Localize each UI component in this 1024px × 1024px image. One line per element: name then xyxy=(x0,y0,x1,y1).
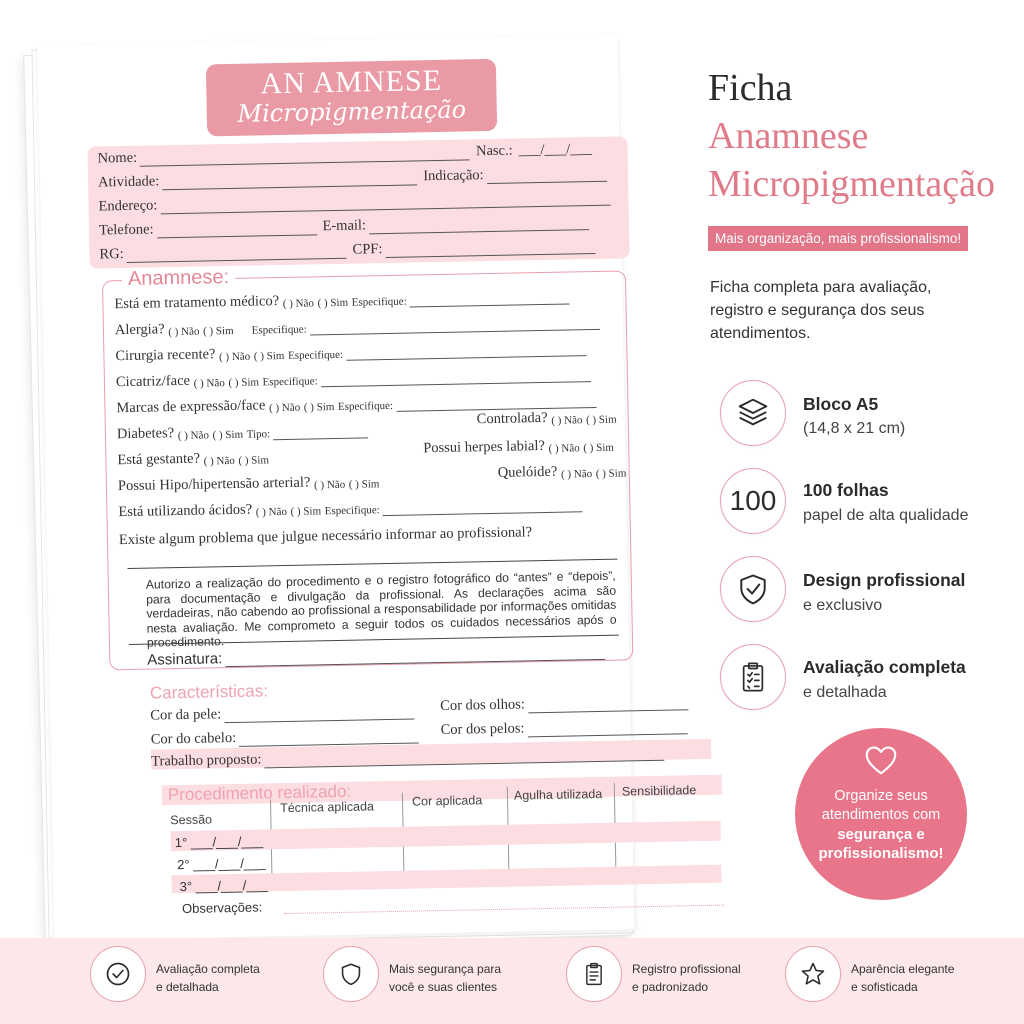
question-problema: Existe algum problema que julgue necessário informar ao profissional? xyxy=(118,524,533,549)
benefit-aparencia: Aparência elegante e sofisticada xyxy=(851,962,955,994)
feature-circle-avaliacao xyxy=(720,644,786,710)
email-label: E-mail: xyxy=(322,217,367,235)
nasc-label: Nasc.: xyxy=(475,142,513,160)
question-cicatriz: Cicatriz/face ( ) Não ( ) Sim Especifique: xyxy=(116,365,591,391)
procedimento-title: Procedimento realizado: xyxy=(167,781,352,805)
header-tecnica: Técnica aplicada xyxy=(280,799,375,816)
question-acidos: Está utilizando ácidos? ( ) Não ( ) Sim Especifique: xyxy=(118,495,583,521)
nasc-blank: ___/___/___ xyxy=(518,141,593,159)
question-controlada: Controlada? ( ) Não ( ) Sim xyxy=(476,409,617,428)
cor-pelos-field: Cor dos pelos: xyxy=(441,717,688,739)
tagline-badge: Mais organização, mais profissionalismo! xyxy=(708,226,968,251)
caracteristicas-title: Características: xyxy=(149,681,269,703)
telefone-label: Telefone: xyxy=(98,221,154,239)
header-sensibilidade: Sensibilidade xyxy=(621,783,697,799)
question-tratamento: Está em tratamento médico? ( ) Não ( ) Sim Especifique: xyxy=(114,287,569,313)
hundred-icon: 100 xyxy=(729,485,777,516)
cor-cabelo-field: Cor do cabelo: xyxy=(151,726,420,748)
observacoes-line xyxy=(284,905,724,914)
session-3: 3° ___/___/___ xyxy=(179,877,269,895)
header-cor: Cor aplicada xyxy=(411,793,483,809)
question-herpes: Possui herpes labial? ( ) Não ( ) Sim xyxy=(423,437,614,457)
feature-title-bloco: Bloco A5 xyxy=(803,394,879,414)
question-diabetes: Diabetes? ( ) Não ( ) Sim Tipo: xyxy=(117,421,368,443)
clipboard-icon xyxy=(736,660,770,694)
feature-sub-design: e exclusivo xyxy=(803,597,883,614)
product-description: Ficha completa para avaliação, registro e segurança dos seus atendimentos. xyxy=(710,279,932,342)
cpf-label: CPF: xyxy=(352,241,383,258)
session-1: 1° ___/___/___ xyxy=(174,833,264,851)
promo-line-1: Organize seus xyxy=(834,788,928,804)
star-icon xyxy=(799,960,827,988)
consent-text: Autorizo a realização do procedimento e o registro fotográfico do “antes” e “depois”, para documentação e divulgação da profissional. As declarações acima são verdadeiras, não cabendo ao profissional a responsabilidade por informações omitidas nesta avaliação. Me comprometo a seguir todos os cuidados necessários após o procedimento. xyxy=(145,568,617,650)
cor-pele-field: Cor da pele: xyxy=(150,703,414,725)
headline-micropigmentacao: Micropigmentação xyxy=(708,163,996,205)
cor-olhos-field: Cor dos olhos: xyxy=(440,693,688,715)
benefit-circle-aparencia xyxy=(785,946,841,1002)
assinatura-label: Assinatura: xyxy=(147,650,223,669)
clipboard-icon xyxy=(581,960,607,988)
shield-icon xyxy=(338,960,364,988)
question-gestante: Está gestante? ( ) Não ( ) Sim xyxy=(117,450,270,469)
question-alergia: Alergia? ( ) Não ( ) Sim Especifique: xyxy=(115,313,600,339)
heart-icon xyxy=(863,744,899,776)
shield-check-icon xyxy=(735,571,771,607)
benefit-circle-seguranca xyxy=(323,946,379,1002)
feature-sub-folhas: papel de alta qualidade xyxy=(803,507,969,524)
question-cirurgia: Cirurgia recente? ( ) Não ( ) Sim Especifique: xyxy=(115,339,586,365)
headline-ficha: Ficha xyxy=(708,67,793,109)
headline-anamnese: Anamnese xyxy=(708,115,869,157)
form-pad xyxy=(34,40,697,940)
header-sessao: Sessão xyxy=(170,812,213,828)
question-queloide: Quelóide? ( ) Não ( ) Sim xyxy=(497,463,627,481)
question-marcas: Marcas de expressão/face ( ) Não ( ) Sim Especifique: xyxy=(116,391,596,417)
anamnese-title: Anamnese: xyxy=(122,266,236,291)
benefit-seguranca: Mais segurança para você e suas clientes xyxy=(389,962,502,994)
header-agulha: Agulha utilizada xyxy=(513,786,603,803)
feature-title-folhas: 100 folhas xyxy=(803,480,889,500)
observacoes-label: Observações: xyxy=(181,899,263,917)
pad-front-sheet xyxy=(37,35,697,941)
atividade-label: Atividade: xyxy=(97,173,160,191)
indicacao-label: Indicação: xyxy=(423,167,484,185)
session-2: 2° ___/___/___ xyxy=(177,855,266,873)
feature-sub-bloco: (14,8 x 21 cm) xyxy=(803,420,906,437)
check-circle-icon xyxy=(104,960,132,988)
benefit-circle-avaliacao xyxy=(90,946,146,1002)
benefit-registro: Registro profissional e padronizado xyxy=(632,962,741,994)
feature-circle-folhas xyxy=(720,468,786,534)
form-title: AN AMNESE xyxy=(260,63,443,101)
form-title-box xyxy=(206,59,497,137)
promo-line-3: segurança e xyxy=(837,826,925,843)
benefit-avaliacao: Avaliação completa e detalhada xyxy=(156,962,260,994)
rg-label: RG: xyxy=(99,246,124,263)
benefit-circle-registro xyxy=(566,946,622,1002)
feature-title-avaliacao: Avaliação completa xyxy=(803,657,966,677)
endereco-label: Endereço: xyxy=(98,197,158,215)
feature-circle-design xyxy=(720,556,786,622)
promo-line-4: profissionalismo! xyxy=(818,845,944,862)
promo-line-2: atendimentos com xyxy=(821,807,941,823)
form-subtitle: Micropigmentação xyxy=(237,95,467,128)
feature-sub-avaliacao: e detalhada xyxy=(803,684,887,701)
layers-icon xyxy=(734,394,772,432)
question-hipertensao: Possui Hipo/hipertensão arterial? ( ) Não ( ) Sim xyxy=(117,474,380,495)
feature-title-design: Design profissional xyxy=(803,570,966,590)
nome-label: Nome: xyxy=(97,149,138,167)
promo-circle xyxy=(795,728,967,900)
trabalho-field: Trabalho proposto: xyxy=(151,744,664,771)
feature-circle-bloco xyxy=(720,380,786,446)
